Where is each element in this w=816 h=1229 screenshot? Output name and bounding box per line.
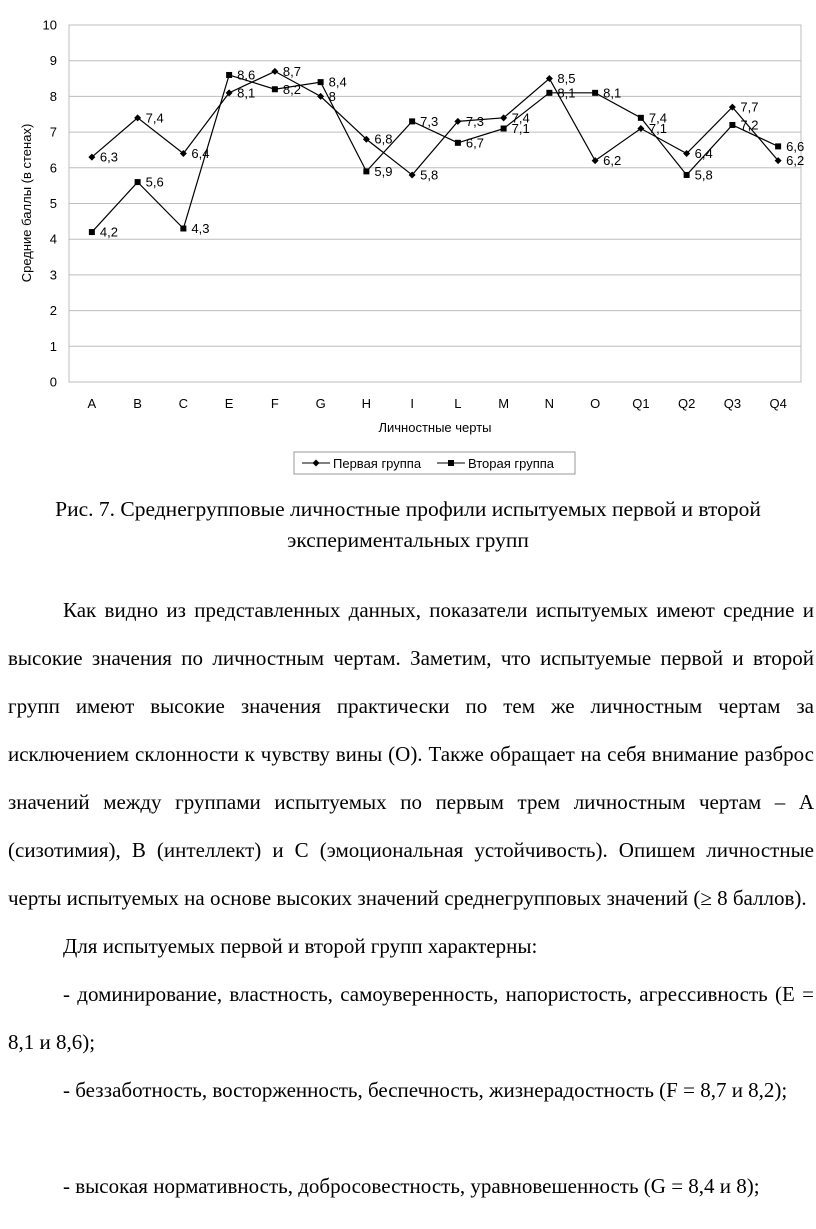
- y-tick-label: 5: [49, 196, 57, 211]
- point-marker: [409, 118, 415, 124]
- x-tick-label: Q3: [723, 396, 742, 411]
- caption-line-1: Рис. 7. Среднегрупповые личностные профили испытуемых первой и второй: [55, 497, 761, 521]
- data-label: 8,1: [603, 85, 622, 101]
- data-label: 4,3: [191, 220, 210, 236]
- point-marker: [271, 68, 278, 75]
- y-tick-label: 8: [49, 88, 57, 104]
- y-tick-label: 0: [49, 374, 57, 390]
- x-tick-label: Q1: [632, 396, 650, 411]
- data-label: 5,9: [374, 163, 393, 179]
- data-label: 8,6: [237, 67, 256, 83]
- y-tick-label: 6: [49, 160, 57, 176]
- data-label: 7,3: [465, 113, 484, 129]
- figure-caption: [0, 494, 816, 556]
- point-marker: [135, 179, 141, 185]
- point-marker: [592, 90, 598, 96]
- x-tick-label: H: [361, 396, 372, 411]
- y-tick-label: 1: [49, 338, 57, 354]
- data-label: 6,4: [191, 146, 210, 162]
- list-item-3: - высокая нормативность, добросовестность, уравновешенность (G = 8,4 и 8);: [63, 1174, 760, 1198]
- data-label: 7,4: [511, 110, 530, 126]
- data-label: 5,6: [145, 174, 164, 190]
- data-label: 8,1: [557, 85, 576, 101]
- y-tick-label: 3: [49, 267, 57, 283]
- data-label: 7,3: [420, 113, 439, 129]
- y-tick-label: 7: [49, 124, 57, 140]
- line-chart: [0, 0, 816, 485]
- y-tick-label: 10: [42, 17, 57, 33]
- data-label: 7,7: [740, 99, 759, 115]
- point-marker: [729, 122, 735, 128]
- list-item-1: - доминирование, властность, самоуверенность, напористость, агрессивность (Е = 8,1 и 8,6);: [8, 982, 814, 1054]
- x-axis-label: Личностные черты: [378, 420, 492, 435]
- data-label: 6,7: [465, 135, 484, 151]
- point-marker: [226, 72, 232, 78]
- x-tick-label: Q2: [677, 396, 696, 411]
- paragraph-2: Для испытуемых первой и второй групп характерны:: [63, 934, 538, 958]
- data-label: 7,4: [145, 110, 164, 126]
- data-label: 6,6: [786, 138, 805, 154]
- x-tick-label: L: [454, 396, 462, 411]
- data-label: 5,8: [420, 167, 439, 183]
- data-label: 8,4: [328, 74, 347, 90]
- point-marker: [455, 140, 461, 146]
- point-marker: [89, 229, 95, 235]
- x-tick-label: B: [133, 396, 142, 411]
- y-tick-label: 2: [49, 303, 57, 319]
- x-tick-label: O: [590, 396, 601, 411]
- y-axis-label: Средние баллы (в стенах): [19, 123, 34, 283]
- point-marker: [363, 168, 369, 174]
- x-tick-label: C: [178, 396, 189, 411]
- data-label: 8,2: [282, 81, 301, 97]
- x-tick-label: F: [270, 396, 279, 411]
- point-marker: [775, 143, 781, 149]
- data-label: 7,1: [648, 121, 667, 137]
- point-marker: [546, 90, 552, 96]
- paragraph-1: Как видно из представленных данных, показатели испытуемых имеют средние и высокие значения по личностным чертам. Заметим, что испытуемые первой и второй групп имеют высокие значения практически по тем же личностным чертам за исключением склонности к чувству вины (О). Также обращает на себя внимание разброс значений между группами испытуемых по первым трем личностным чертам – А (сизотимия), В (интеллект) и С (эмоциональная устойчивость). Опишем личностные черты испытуемых на основе высоких значений среднегрупповых значений (≥ 8 баллов).: [8, 598, 814, 910]
- data-label: 4,2: [99, 224, 118, 240]
- x-tick-label: E: [224, 396, 234, 411]
- caption-line-2: экспериментальных групп: [287, 528, 529, 552]
- data-label: 8,7: [282, 63, 301, 79]
- x-tick-label: N: [544, 396, 555, 411]
- data-label: 8,5: [557, 71, 576, 87]
- data-label: 6,3: [99, 149, 118, 165]
- data-label: 7,2: [740, 117, 759, 133]
- point-marker: [638, 115, 644, 121]
- data-label: 5,8: [694, 167, 713, 183]
- y-tick-label: 9: [49, 53, 57, 69]
- point-marker: [318, 79, 324, 85]
- data-label: 7,1: [511, 121, 530, 137]
- list-item-2: - беззаботность, восторженность, беспечность, жизнерадостность (F = 8,7 и 8,2);: [63, 1078, 788, 1102]
- data-label: 8,1: [237, 85, 256, 101]
- legend-entry-2: Вторая группа: [468, 456, 555, 471]
- data-label: 6,2: [603, 153, 622, 169]
- data-label: 7,4: [648, 110, 667, 126]
- x-tick-label: Q4: [769, 396, 787, 411]
- point-marker: [684, 172, 690, 178]
- legend: [294, 452, 575, 474]
- x-tick-label: G: [315, 396, 326, 411]
- data-label: 6,4: [694, 146, 713, 162]
- point-marker: [180, 225, 186, 231]
- y-tick-label: 4: [49, 231, 57, 247]
- point-marker: [501, 126, 507, 132]
- legend-entry-1: Первая группа: [333, 456, 422, 471]
- data-label: 8: [328, 88, 336, 104]
- legend-marker-square: [448, 460, 454, 466]
- point-marker: [272, 86, 278, 92]
- x-tick-label: M: [498, 396, 510, 411]
- data-label: 6,2: [786, 153, 805, 169]
- x-tick-label: A: [87, 396, 97, 411]
- data-label: 6,8: [374, 131, 393, 147]
- chart: [0, 0, 816, 485]
- x-tick-label: I: [410, 396, 414, 411]
